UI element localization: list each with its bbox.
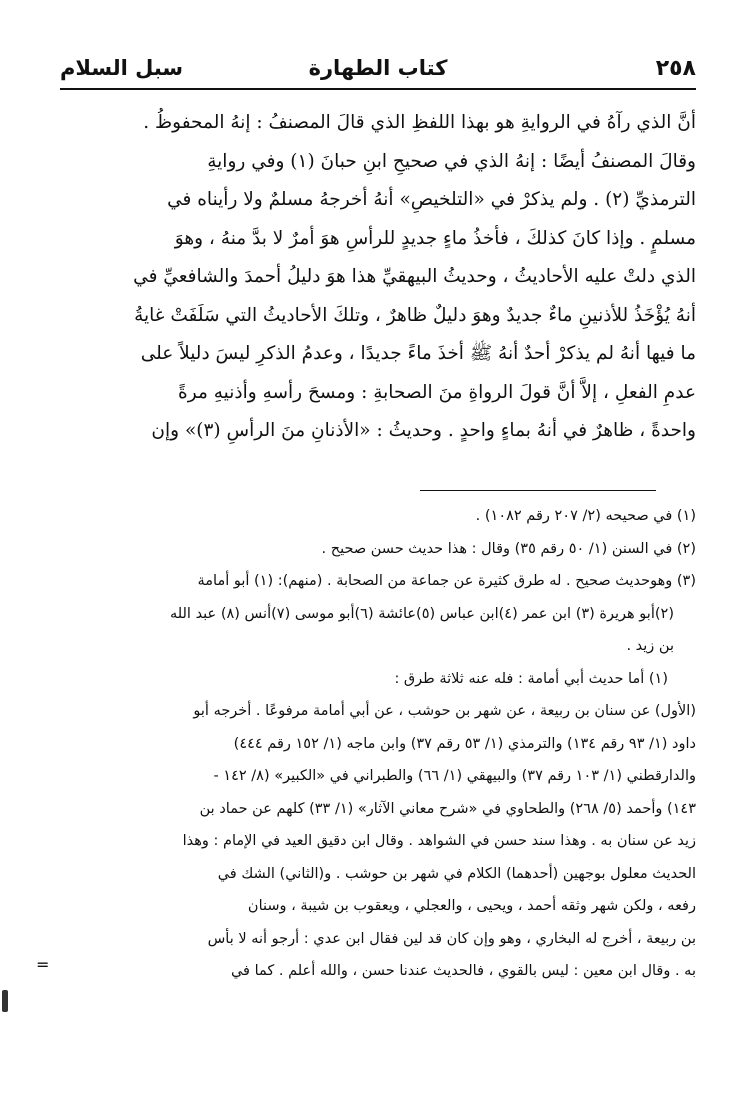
footnote-line: (٣) وهوحديث صحيح . له طرق كثيرة عن جماعة من الصحابة . (منهم): (١) أبو أمامة (197, 573, 696, 589)
footnote-line: رفعه ، ولكن شهر وثقه أحمد ، ويحيى ، والعجلي ، ويعقوب بن شيبة ، وسنان (247, 898, 696, 914)
continuation-mark: = (36, 955, 50, 974)
scan-artifact (2, 990, 8, 1012)
main-text-line: مسلمٍ . وإذا كانَ كذلكَ ، فأخذُ ماءٍ جديدٍ للرأسِ هوَ أمرٌ لا بدَّ منهُ ، وهوَ (174, 227, 696, 249)
footnote-separator (420, 490, 656, 491)
chapter-title: كتاب الطهارة (308, 56, 448, 80)
footnote-line: والدارقطني (١/ ١٠٣ رقم ٣٧) والبيهقي (١/ ٦٦) والطبراني في «الكبير» (٨/ ١٤٢ - (213, 768, 696, 784)
main-text-line: واحدةً ، ظاهرٌ في أنهُ بماءٍ واحدٍ . وحديثُ : «الأذنانِ منَ الرأسِ (٣)» وإن (151, 420, 696, 441)
footnote-line: بن زيد . (626, 638, 674, 654)
footnote-line: داود (١/ ٩٣ رقم ١٣٤) والترمذي (١/ ٥٣ رقم ٣٧) وابن ماجه (١/ ١٥٢ رقم ٤٤٤) (233, 735, 696, 752)
footnote-line: (٢)أبو هريرة (٣) ابن عمر (٤)ابن عباس (٥)عائشة (٦)أبو موسى (٧)أنس (٨) عبد الله (169, 605, 674, 622)
main-text-line: الذي دلتْ عليه الأحاديثُ ، وحديثُ البيهقيِّ هذا هوَ دليلُ أحمدَ والشافعيِّ في (133, 266, 696, 287)
main-text-line: ما فيها أنهُ لم يذكرْ أحدٌ أنهُ ﷺ أخذَ ماءً جديدًا ، وعدمُ الذكرِ ليسَ دليلاً على (140, 343, 696, 364)
main-text-line: الترمذيِّ (٢) . ولم يذكرْ في «التلخيصِ» أنهُ أخرجهُ مسلمٌ ولا رأيناه في (167, 189, 696, 210)
page-header (60, 52, 696, 92)
footnote-line: (الأول) عن سنان بن ربيعة ، عن شهر بن حوشب ، عن أبي أمامة مرفوعًا . أخرجه أبو (193, 703, 696, 719)
footnote-line: الحديث معلول بوجهين (أحدهما) الكلام في شهر بن حوشب . و(الثاني) الشك في (217, 865, 696, 882)
page-number: ٢٥٨ (655, 56, 696, 81)
main-text-line: عدمِ الفعلِ ، إلاَّ أنَّ قولَ الرواةِ منَ الصحابةِ : ومسحَ رأسهِ وأذنيهِ مرةً (178, 381, 696, 403)
main-text-line: أنَّ الذي رآهُ في الروايةِ هو بهذا اللفظِ الذي قالَ المصنفُ : إنهُ المحفوظُ . (143, 112, 696, 133)
main-text (58, 104, 696, 451)
book-title: سبل السلام (60, 56, 184, 80)
main-text-line: أنهُ يُؤْخَذُ للأذنينِ ماءٌ جديدٌ وهوَ دليلٌ ظاهرٌ ، وتلكَ الأحاديثُ التي سَلَفَتْ غايةُ (134, 304, 696, 326)
footnote-line: ١٤٣) وأحمد (٥/ ٢٦٨) والطحاوي في «شرح معاني الآثار» (١/ ٣٣) كلهم عن حماد بن (199, 800, 696, 817)
main-text-line: وقالَ المصنفُ أيضًا : إنهُ الذي في صحيحِ ابنِ حبانَ (١) وفي روايةِ (207, 150, 696, 172)
header-rule (60, 88, 696, 90)
footnote-line: (١) في صحيحه (٢/ ٢٠٧ رقم ١٠٨٢) . (475, 508, 696, 524)
footnote-line: زيد عن سنان به . وهذا سند حسن في الشواهد . وقال ابن دقيق العيد في الإمام : وهذا (182, 833, 696, 849)
footnote-line: (١) أما حديث أبي أمامة : فله عنه ثلاثة طرق : (394, 670, 668, 687)
footnote-line: بن ربيعة ، أخرج له البخاري ، وهو وإن كان قد لين فقال ابن عدي : أرجو أنه لا بأس (207, 930, 696, 947)
footnote-line: (٢) في السنن (١/ ٥٠ رقم ٣٥) وقال : هذا حديث حسن صحيح . (321, 540, 696, 557)
footnote-line: به . وقال ابن معين : ليس بالقوي ، فالحديث عندنا حسن ، والله أعلم . كما في (230, 963, 696, 979)
footnotes (58, 500, 696, 988)
